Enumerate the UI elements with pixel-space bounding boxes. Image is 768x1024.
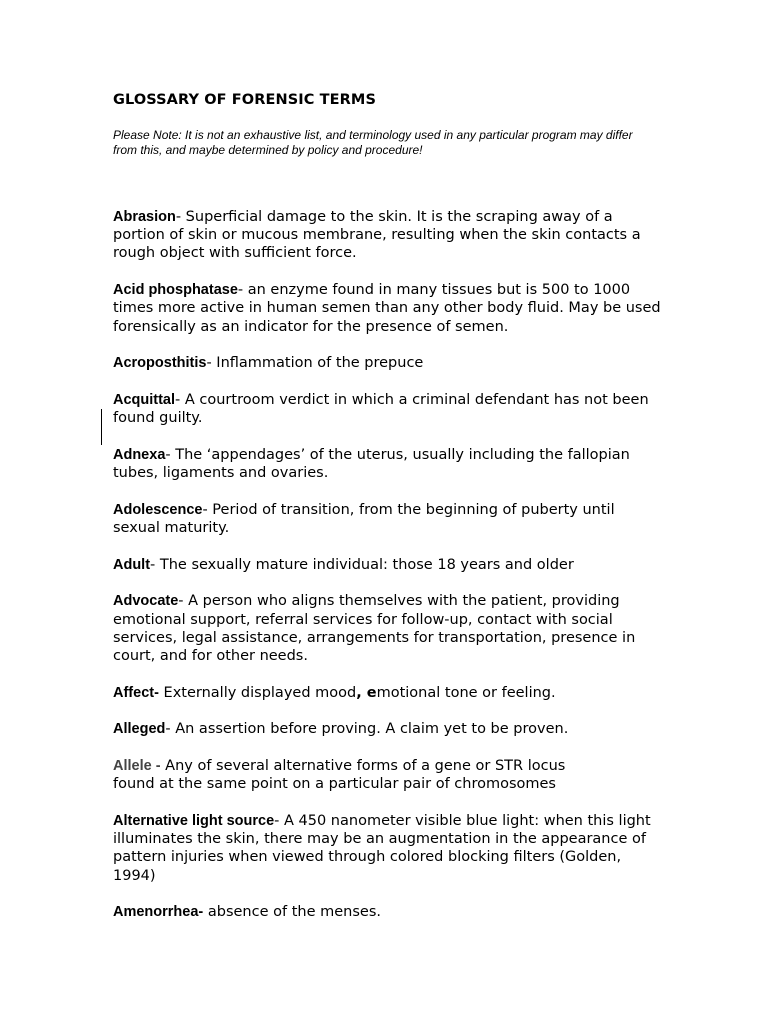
glossary-entry-adnexa (113, 446, 663, 482)
glossary-term: Abrasion (113, 209, 176, 225)
glossary-definition-part: motional tone or feeling. (376, 684, 556, 701)
glossary-entry-acroposthitis (113, 354, 663, 372)
glossary-entry-allele (113, 757, 663, 793)
glossary-definition: - A 450 nanometer visible blue light: when this light illuminates the skin, there may be an augmentation in the appearance of pattern injuries when viewed through colored blocking filters (Golden, 1994) (113, 812, 651, 884)
glossary-term: Amenorrhea- (113, 904, 204, 921)
glossary-term: Alleged (113, 721, 166, 738)
glossary-term: Acquittal (113, 391, 176, 408)
glossary-term: Adolescence (113, 501, 203, 518)
glossary-definition: absence of the menses. (203, 904, 381, 921)
glossary-definition: - The ‘appendages’ of the uterus, usually including the fallopian tubes, ligaments and ovaries. (113, 446, 630, 482)
glossary-definition: - The sexually mature individual: those 18 years and older (150, 556, 574, 573)
glossary-definition: - Inflammation of the prepuce (206, 355, 424, 372)
glossary-entry-acid-phosphatase (113, 281, 663, 336)
glossary-definition: - Superficial damage to the skin. It is the scraping away of a portion of skin or mucous membrane, resulting when the skin contacts a rough object with sufficient force. (113, 209, 641, 262)
revision-change-bar (101, 409, 102, 445)
glossary-list (113, 208, 663, 940)
glossary-definition: - An assertion before proving. A claim yet to be proven. (165, 721, 569, 738)
glossary-entry-acquittal (113, 391, 663, 427)
glossary-definition: - A courtroom verdict in which a criminal defendant has not been found guilty. (113, 391, 649, 427)
glossary-term: Adult (113, 556, 151, 573)
glossary-entry-alleged (113, 720, 663, 738)
glossary-entry-adolescence (113, 501, 663, 537)
glossary-definition-part: , e (356, 684, 377, 701)
glossary-term: Adnexa (113, 446, 166, 463)
glossary-definition-line: Any of several alternative forms of a gene or STR locus (160, 758, 566, 775)
glossary-definition-line: found at the same point on a particular pair of chromosomes (113, 776, 556, 793)
glossary-entry-advocate (113, 592, 663, 665)
glossary-term: Alternative light source (113, 812, 275, 829)
glossary-term: Affect- (113, 684, 159, 701)
glossary-term: Acroposthitis (113, 355, 207, 372)
glossary-term: Advocate (113, 593, 179, 610)
glossary-entry-amenorrhea (113, 903, 663, 921)
glossary-term: Acid phosphatase (113, 282, 238, 299)
disclaimer-note: Please Note: It is not an exhaustive list, and terminology used in any particular program may differ from this, and maybe determined by policy and procedure! (113, 128, 633, 157)
glossary-definition: - an enzyme found in many tissues but is 500 to 1000 times more active in human semen than any other body fluid. May be used forensically as an indicator for the presence of semen. (113, 282, 661, 335)
glossary-term: Allele - (113, 758, 161, 775)
glossary-entry-alternative-light-source (113, 812, 663, 885)
glossary-definition: - Period of transition, from the beginning of puberty until sexual maturity. (113, 501, 615, 536)
glossary-entry-affect (113, 684, 663, 702)
glossary-entry-adult (113, 556, 663, 574)
glossary-definition-part: Externally displayed mood (158, 684, 357, 701)
page-title: GLOSSARY OF FORENSIC TERMS (113, 92, 377, 108)
glossary-entry-abrasion (113, 208, 663, 263)
glossary-definition: - A person who aligns themselves with the patient, providing emotional support, referral services for follow-up, contact with social services, legal assistance, arrangements for transportation, presence in court, and for other needs. (113, 593, 636, 664)
